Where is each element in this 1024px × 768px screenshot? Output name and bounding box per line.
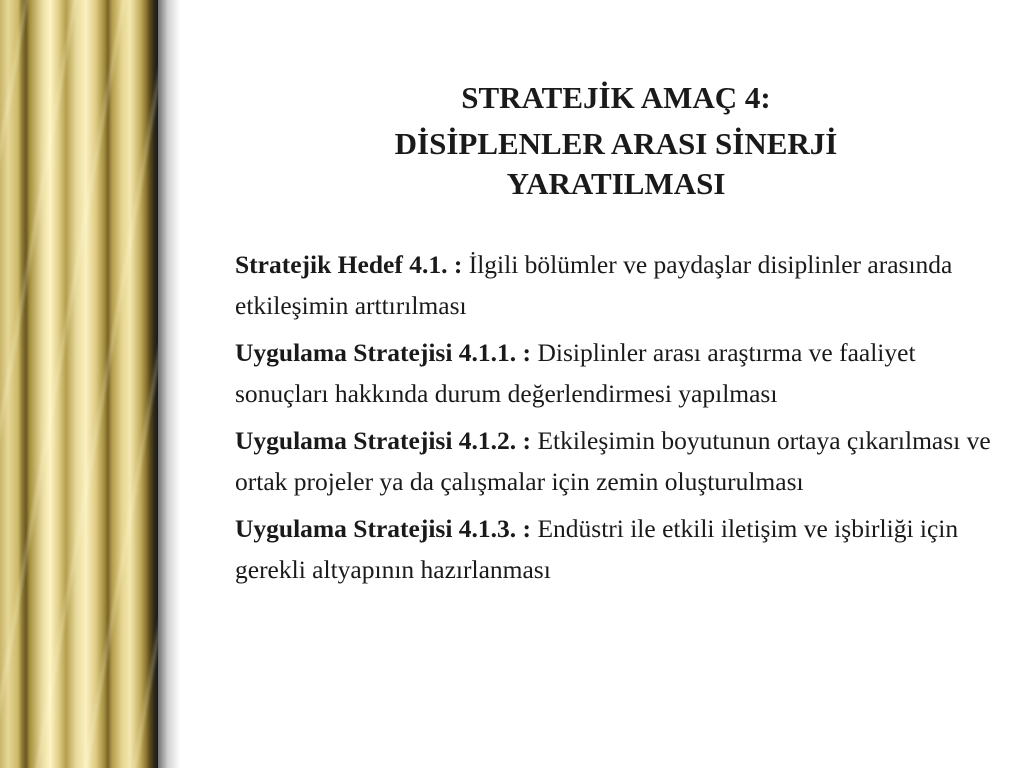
title-line-3: YARATILMASI: [506, 166, 726, 201]
item-label: Uygulama Stratejisi 4.1.3. :: [235, 514, 532, 543]
item-text: Endüstri ile etkili iletişim ve işbirliği için gerekli altyapının hazırlanması: [235, 514, 959, 584]
item-text: Etkileşimin boyutunun ortaya çıkarılması ve ortak projeler ya da çalışmalar için zemin oluşturulması: [235, 426, 991, 496]
strategic-goal-4-1: [235, 244, 1010, 326]
item-label: Stratejik Hedef 4.1. :: [235, 250, 463, 279]
slide-title: [236, 78, 996, 204]
strategy-4-1-3: [235, 508, 1010, 590]
item-text: Disiplinler arası araştırma ve faaliyet sonuçları hakkında durum değerlendirmesi yapılması: [235, 338, 916, 408]
title-line-2: DİSİPLENLER ARASI SİNERJİ: [394, 126, 838, 161]
decorative-gold-column: [0, 0, 158, 768]
title-line-1: STRATEJİK AMAÇ 4:: [461, 80, 771, 115]
slide-body: [235, 244, 1010, 596]
strategy-4-1-1: [235, 332, 1010, 414]
item-label: Uygulama Stratejisi 4.1.1. :: [235, 338, 532, 367]
strategy-4-1-2: [235, 420, 1010, 502]
item-label: Uygulama Stratejisi 4.1.2. :: [235, 426, 532, 455]
column-shadow: [158, 0, 180, 768]
item-text: İlgili bölümler ve paydaşlar disiplinler arasında etkileşimin arttırılması: [235, 250, 953, 320]
